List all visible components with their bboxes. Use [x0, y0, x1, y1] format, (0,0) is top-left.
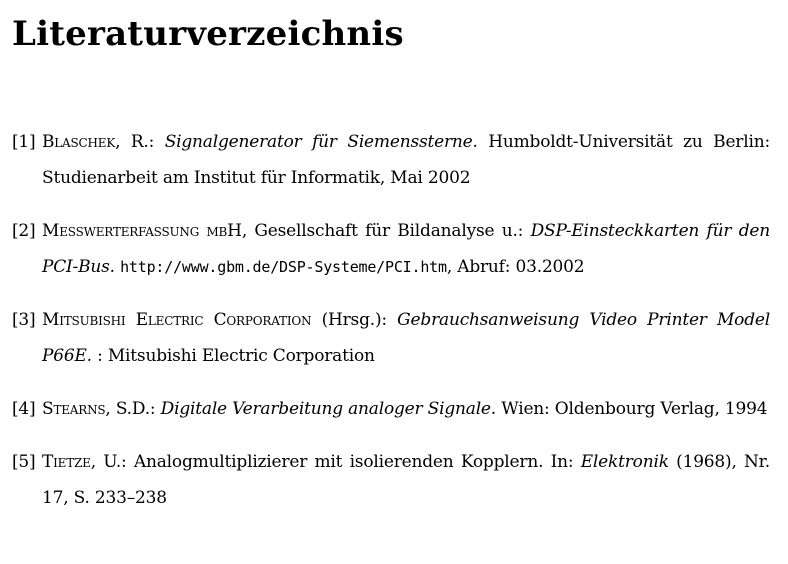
entry-publisher: : Mitsubishi Electric Corporation: [97, 346, 375, 366]
bibliography-entry-5: [12, 444, 770, 516]
entry-number: [1]: [12, 132, 36, 152]
entry-publisher: Humboldt-Universität zu Berlin: Studienarbeit am Institut für Informatik, Mai 2002: [42, 132, 770, 188]
bibliography-entry-1: [12, 124, 770, 196]
entry-title: Gebrauchsanweisung Video Printer Model P66E.: [42, 310, 770, 366]
entry-title: Signalgenerator für Siemenssterne.: [164, 132, 478, 152]
bibliography-entry-2: [12, 213, 770, 285]
entry-article-title: Analogmultiplizierer mit isolierenden Kopplern. In:: [133, 452, 574, 472]
entry-issue-info: (1968), Nr. 17, S. 233–238: [42, 452, 770, 508]
entry-publisher: Wien: Oldenbourg Verlag, 1994: [501, 399, 768, 419]
entry-author-detail: , Gesellschaft für Bildanalyse u.:: [241, 221, 524, 241]
entry-number: [2]: [12, 221, 36, 241]
entry-access-date: , Abruf: 03.2002: [446, 257, 585, 277]
entry-number: [4]: [12, 399, 36, 419]
entry-journal: Elektronik: [580, 452, 669, 472]
entry-author: Mitsubishi Electric Corporation: [42, 310, 312, 330]
page-title: Literaturverzeichnis: [12, 14, 404, 54]
entry-title: Digitale Verarbeitung analoger Signale.: [160, 399, 497, 419]
entry-number: [5]: [12, 452, 36, 472]
entry-author: Tietze, U.:: [42, 452, 127, 472]
entry-url: http://www.gbm.de/DSP-Systeme/PCI.htm: [120, 258, 447, 276]
bibliography-entry-3: [12, 302, 770, 374]
bibliography-list: [12, 124, 770, 533]
entry-author: Messwerterfassung mbH: [42, 221, 242, 241]
entry-author: Stearns, S.D.:: [42, 399, 156, 419]
entry-title: DSP-Einsteckkarten für den PCI-Bus.: [42, 221, 770, 277]
bibliography-entry-4: [12, 391, 770, 427]
entry-editor-note: (Hrsg.):: [321, 310, 387, 330]
entry-author: Blaschek, R.:: [42, 132, 155, 152]
entry-number: [3]: [12, 310, 36, 330]
